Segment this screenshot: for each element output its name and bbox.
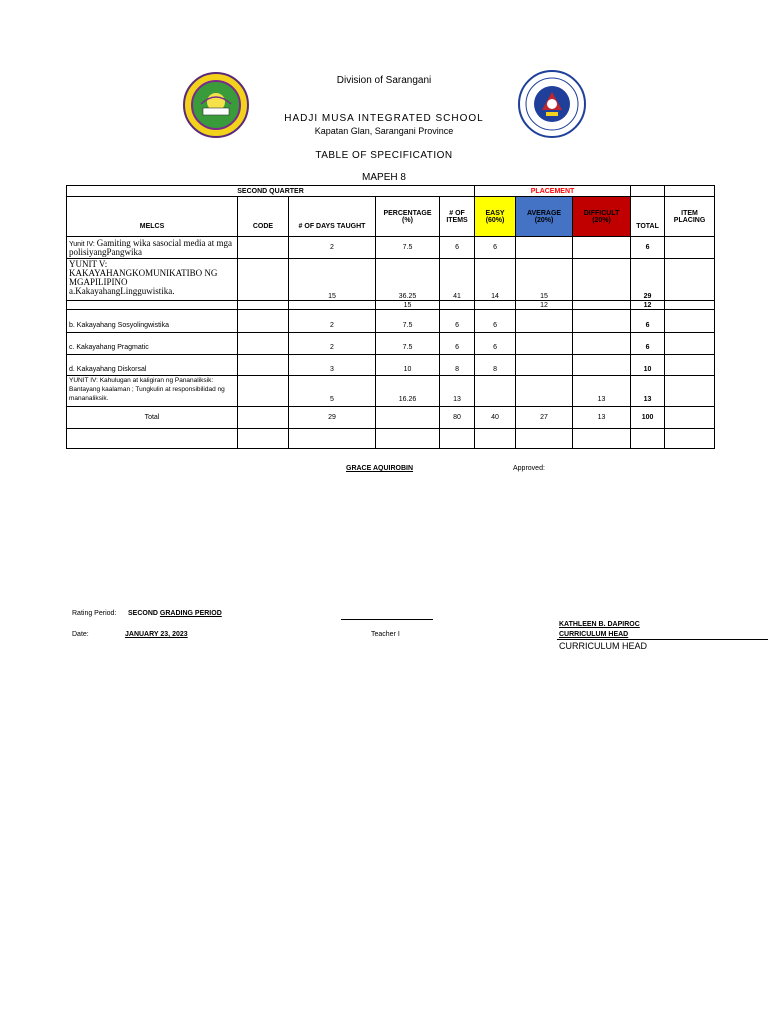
rating-period-value <box>128 610 222 617</box>
avg-cell <box>516 355 573 376</box>
items-cell: 13 <box>440 376 475 407</box>
diff-cell <box>573 237 631 259</box>
easy-cell: 8 <box>475 355 516 376</box>
placement-header: PLACEMENT <box>475 186 631 197</box>
col-item-placing: ITEM PLACING <box>665 197 715 237</box>
easy-cell: 6 <box>475 333 516 355</box>
pct-cell: 16.26 <box>376 376 440 407</box>
melc-text: Gamiting wika sasocial media at mga polisiyangPangwika <box>69 237 232 257</box>
easy-cell: 14 <box>475 259 516 301</box>
melc-cell <box>67 237 238 259</box>
curriculum-head-title: CURRICULUM HEAD <box>559 631 629 638</box>
deped-seal-logo <box>518 70 586 138</box>
head-signature-line <box>557 639 768 640</box>
items-cell <box>440 301 475 310</box>
days-cell: 15 <box>289 259 376 301</box>
melc-cell: b. Kakayahang Sosyolingwistika <box>67 310 238 333</box>
total-cell: 6 <box>631 333 665 355</box>
avg-cell: 15 <box>516 259 573 301</box>
total-cell: 6 <box>631 310 665 333</box>
items-cell: 6 <box>440 237 475 259</box>
days-cell: 29 <box>289 407 376 429</box>
pct-cell: 15 <box>376 301 440 310</box>
date-label: Date: <box>72 631 89 638</box>
diff-cell: 13 <box>573 376 631 407</box>
col-melcs: MELCS <box>67 197 238 237</box>
easy-cell: 6 <box>475 310 516 333</box>
melc-text: YUNIT V: KAKAYAHANGKOMUNIKATIBO NG MGAPILIPINO <box>69 259 218 287</box>
col-code: CODE <box>238 197 289 237</box>
days-cell: 2 <box>289 237 376 259</box>
col-items: # OF ITEMS <box>440 197 475 237</box>
specification-table <box>66 185 715 449</box>
table-row <box>67 259 715 301</box>
school-address: Kapatan Glan, Sarangani Province <box>314 126 454 136</box>
division-title: Division of Sarangani <box>336 75 432 86</box>
avg-cell: 12 <box>516 301 573 310</box>
days-cell <box>289 301 376 310</box>
total-cell: 13 <box>631 376 665 407</box>
total-label: Total <box>67 407 238 429</box>
col-difficult: DIFFICULT (20%) <box>573 197 631 237</box>
total-cell: 100 <box>631 407 665 429</box>
total-cell: 10 <box>631 355 665 376</box>
total-cell: 12 <box>631 301 665 310</box>
total-cell: 29 <box>631 259 665 301</box>
total-cell: 6 <box>631 237 665 259</box>
table-row-total <box>67 407 715 429</box>
avg-cell: 27 <box>516 407 573 429</box>
easy-cell: 6 <box>475 237 516 259</box>
table-row <box>67 301 715 310</box>
melc-cell: c. Kakayahang Pragmatic <box>67 333 238 355</box>
col-easy: EASY (60%) <box>475 197 516 237</box>
melc-cell <box>67 301 238 310</box>
melc-cell: YUNIT IV: Kahulugan at kaligiran ng Pananaliksik: Bantayang kaalaman ; Tungkulin at responsibilidad ng mananaliksik. <box>67 376 238 407</box>
pct-cell: 10 <box>376 355 440 376</box>
pct-cell: 7.5 <box>376 310 440 333</box>
rating-period-label: Rating Period: <box>72 610 117 617</box>
pct-cell: 7.5 <box>376 333 440 355</box>
rating-period-value-a: SECOND <box>128 610 158 617</box>
diff-cell: 13 <box>573 407 631 429</box>
prepared-by-name: GRACE AQUIROBIN <box>346 465 414 472</box>
date-value: JANUARY 23, 2023 <box>125 631 188 638</box>
items-cell: 80 <box>440 407 475 429</box>
days-cell: 5 <box>289 376 376 407</box>
days-cell: 3 <box>289 355 376 376</box>
table-row <box>67 333 715 355</box>
table-row-empty <box>67 429 715 449</box>
items-cell: 6 <box>440 310 475 333</box>
melc-cell: d. Kakayahang Diskorsal <box>67 355 238 376</box>
pct-cell <box>376 407 440 429</box>
melc-prefix: Yunit IV: <box>69 240 97 248</box>
diff-cell <box>573 301 631 310</box>
diff-cell <box>573 333 631 355</box>
curriculum-head-name: KATHLEEN B. DAPIROC <box>559 621 640 628</box>
items-cell: 8 <box>440 355 475 376</box>
melc-subtext: a.KakayahangLingguwistika. <box>69 286 175 296</box>
days-cell: 2 <box>289 310 376 333</box>
items-cell: 41 <box>440 259 475 301</box>
pct-cell: 36.25 <box>376 259 440 301</box>
table-row <box>67 237 715 259</box>
easy-cell <box>475 376 516 407</box>
pct-cell: 7.5 <box>376 237 440 259</box>
subject-title: MAPEH 8 <box>362 172 406 183</box>
easy-cell: 40 <box>475 407 516 429</box>
avg-cell <box>516 333 573 355</box>
diff-cell <box>573 310 631 333</box>
rating-period-value-b: GRADING PERIOD <box>159 610 222 617</box>
col-days: # OF DAYS TAUGHT <box>289 197 376 237</box>
quarter-header: SECOND QUARTER <box>67 186 475 197</box>
melc-cell <box>67 259 238 301</box>
items-cell: 6 <box>440 333 475 355</box>
approved-label: Approved: <box>513 465 545 472</box>
teacher-label: Teacher I <box>371 631 400 638</box>
signature-line <box>341 619 433 620</box>
document-title: TABLE OF SPECIFICATION <box>315 150 453 161</box>
avg-cell <box>516 237 573 259</box>
avg-cell <box>516 310 573 333</box>
school-name: HADJI MUSA INTEGRATED SCHOOL <box>284 113 484 124</box>
diff-cell <box>573 355 631 376</box>
col-percentage: PERCENTAGE (%) <box>376 197 440 237</box>
curriculum-head-title-large: CURRICULUM HEAD <box>559 641 648 651</box>
easy-cell <box>475 301 516 310</box>
diff-cell <box>573 259 631 301</box>
col-total: TOTAL <box>631 197 665 237</box>
col-average: AVERAGE (20%) <box>516 197 573 237</box>
school-seal-logo <box>183 72 249 138</box>
table-row <box>67 355 715 376</box>
table-row <box>67 310 715 333</box>
table-row <box>67 376 715 407</box>
days-cell: 2 <box>289 333 376 355</box>
avg-cell <box>516 376 573 407</box>
